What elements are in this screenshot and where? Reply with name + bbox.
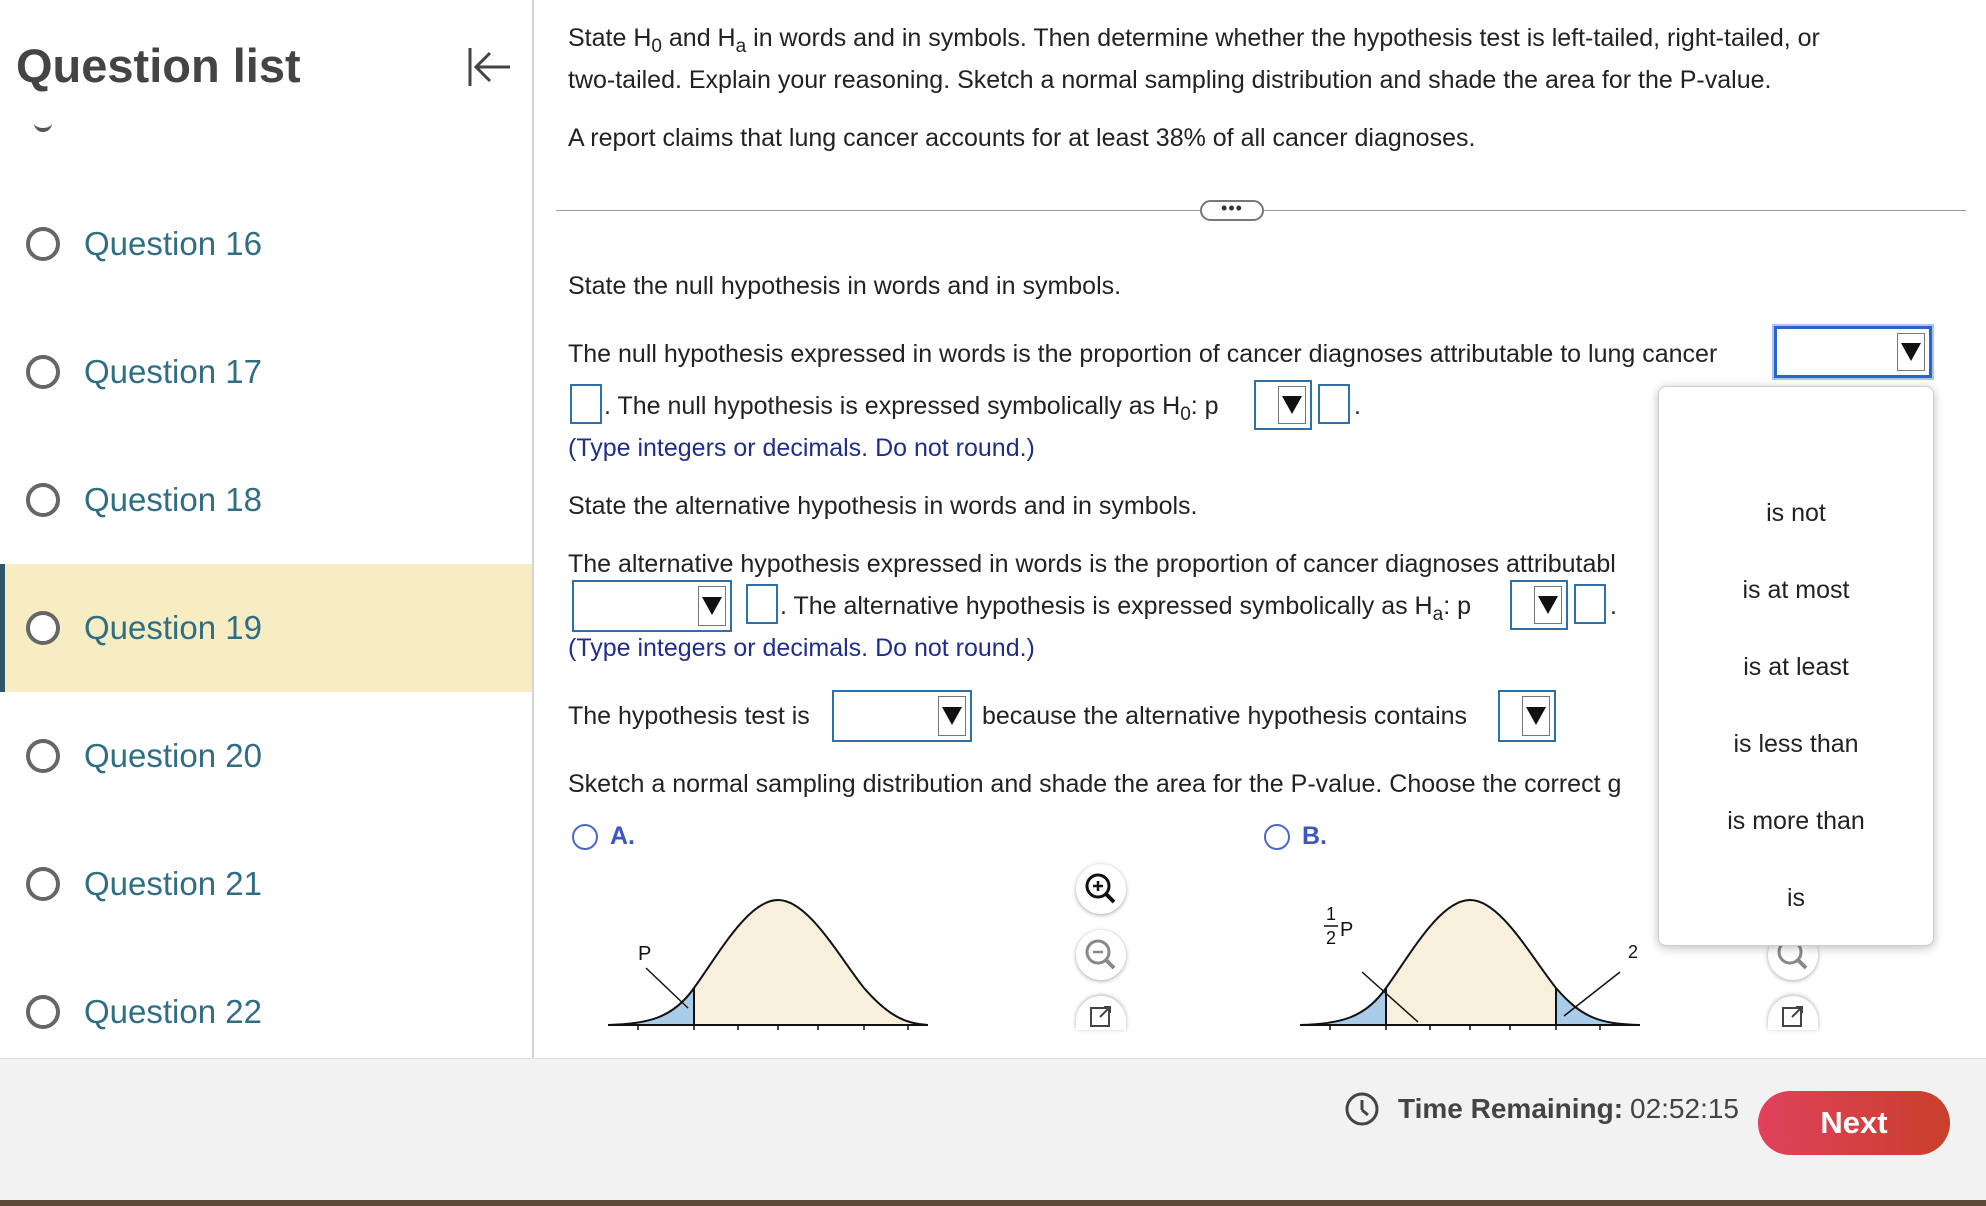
time-remaining-label: Time Remaining:	[1398, 1093, 1624, 1124]
clock-icon	[1344, 1091, 1380, 1127]
next-button[interactable]: Next	[1758, 1091, 1950, 1155]
dropdown-options-menu	[1658, 386, 1934, 946]
question-status-radio-icon	[26, 995, 60, 1029]
question-label: Question 21	[84, 865, 262, 902]
chevron-down-icon	[698, 586, 726, 626]
open-new-window-icon-b[interactable]	[1768, 996, 1818, 1030]
graph-b-half-denominator: 2	[1326, 928, 1337, 948]
question-label: Question 20	[84, 737, 262, 774]
chevron-down-icon	[1534, 586, 1562, 624]
test-reason-dropdown[interactable]	[1498, 690, 1556, 742]
option-a-label[interactable]: A.	[610, 822, 635, 850]
question-status-radio-icon	[26, 867, 60, 901]
alt-symbol-operator-dropdown[interactable]	[1510, 580, 1568, 630]
question-label: Question 18	[84, 481, 262, 518]
partial-list-item-indicator	[34, 122, 52, 132]
problem-statement-line2: two-tailed. Explain your reasoning. Sketch a normal sampling distribution and shade the area for the P-value.	[568, 66, 1772, 94]
null-heading: State the null hypothesis in words and in symbols.	[568, 272, 1122, 300]
zoom-out-icon[interactable]	[1076, 930, 1126, 980]
question-item-17[interactable]	[0, 308, 534, 436]
question-item-22[interactable]	[0, 948, 534, 1058]
alt-words-text: The alternative hypothesis expressed in words is the proportion of cancer diagnoses attributabl	[568, 550, 1616, 578]
alt-hint: (Type integers or decimals. Do not round.)	[568, 634, 1035, 662]
null-value-input-1[interactable]	[570, 384, 602, 424]
graph-a-label: P	[638, 943, 652, 965]
question-item-16[interactable]	[0, 180, 534, 308]
menu-option-is-less-than[interactable]: is less than	[1733, 730, 1859, 758]
chevron-down-icon	[938, 696, 966, 736]
question-label: Question 17	[84, 353, 262, 390]
question-label: Question 22	[84, 993, 262, 1030]
bottom-edge-strip	[0, 1200, 1986, 1206]
graph-b-two-tail	[1300, 880, 1660, 1030]
alt-heading: State the alternative hypothesis in words and in symbols.	[568, 492, 1198, 520]
footer-bar	[0, 1058, 1986, 1200]
time-remaining-value: 02:52:15	[1630, 1093, 1739, 1124]
option-b-radio[interactable]	[1264, 824, 1290, 850]
option-a-radio[interactable]	[572, 824, 598, 850]
null-symbol-operator-dropdown[interactable]	[1254, 380, 1312, 430]
menu-option-is[interactable]: is	[1786, 884, 1806, 912]
null-hint: (Type integers or decimals. Do not round.)	[568, 434, 1035, 462]
menu-option-is-more-than[interactable]: is more than	[1727, 807, 1865, 835]
menu-option-is-at-least[interactable]: is at least	[1743, 653, 1849, 681]
question-item-19[interactable]	[0, 564, 534, 692]
problem-statement-line1: State $H_0$ and $H_a$ in words and in symbols. Then determine whether the hypothesis test is left-tailed, right-tailed, or	[568, 24, 1820, 57]
question-item-20[interactable]	[0, 692, 534, 820]
graph-b-label-p: P	[1340, 919, 1354, 941]
chevron-down-icon	[1897, 333, 1925, 371]
question-status-radio-icon	[26, 739, 60, 773]
alt-words-dropdown[interactable]	[572, 580, 732, 632]
graph-b-half-numerator: 1	[1326, 904, 1337, 924]
alt-period: .	[1610, 592, 1617, 620]
graph-a-left-tail	[608, 880, 928, 1030]
question-label: Question 19	[84, 609, 262, 646]
question-status-radio-icon	[26, 611, 60, 645]
sidebar-title: Question list	[16, 39, 301, 92]
test-reason-text: because the alternative hypothesis contains	[982, 702, 1468, 730]
null-value-input-2[interactable]	[1318, 384, 1350, 424]
question-status-radio-icon	[26, 355, 60, 389]
question-item-18[interactable]	[0, 436, 534, 564]
test-type-text: The hypothesis test is	[568, 702, 810, 730]
null-words-text: The null hypothesis expressed in words is the proportion of cancer diagnoses attributable to lung cancer	[568, 340, 1718, 368]
alt-value-input-2[interactable]	[1574, 584, 1606, 624]
problem-claim: A report claims that lung cancer accounts for at least 38% of all cancer diagnoses.	[568, 124, 1476, 152]
question-list-sidebar	[0, 0, 534, 1058]
null-symbol-text: . The null hypothesis is expressed symbolically as $H_0$: p	[604, 392, 1219, 425]
question-item-21[interactable]	[0, 820, 534, 948]
question-status-radio-icon	[26, 483, 60, 517]
chevron-down-icon	[1522, 696, 1550, 736]
question-label: Question 16	[84, 225, 262, 262]
collapse-sidebar-icon[interactable]	[462, 40, 516, 94]
question-status-radio-icon	[26, 227, 60, 261]
null-period: .	[1354, 392, 1361, 420]
graph-b-right-label: 2	[1628, 942, 1639, 962]
menu-option-is-at-most[interactable]: is at most	[1742, 576, 1850, 604]
alt-symbol-text: . The alternative hypothesis is expressed symbolically as $H_a$: p	[780, 592, 1471, 625]
option-b-label[interactable]: B.	[1302, 822, 1327, 850]
menu-option-is-not[interactable]: is not	[1766, 499, 1826, 527]
expand-ellipsis-button[interactable]: •••	[1200, 200, 1264, 221]
null-words-dropdown[interactable]	[1774, 326, 1932, 378]
test-type-dropdown[interactable]	[832, 690, 972, 742]
alt-value-input-1[interactable]	[746, 584, 778, 624]
chevron-down-icon	[1278, 386, 1306, 424]
zoom-in-icon[interactable]	[1076, 864, 1126, 914]
sketch-instruction: Sketch a normal sampling distribution and shade the area for the P-value. Choose the correct g	[568, 770, 1622, 798]
open-new-window-icon[interactable]	[1076, 996, 1126, 1030]
